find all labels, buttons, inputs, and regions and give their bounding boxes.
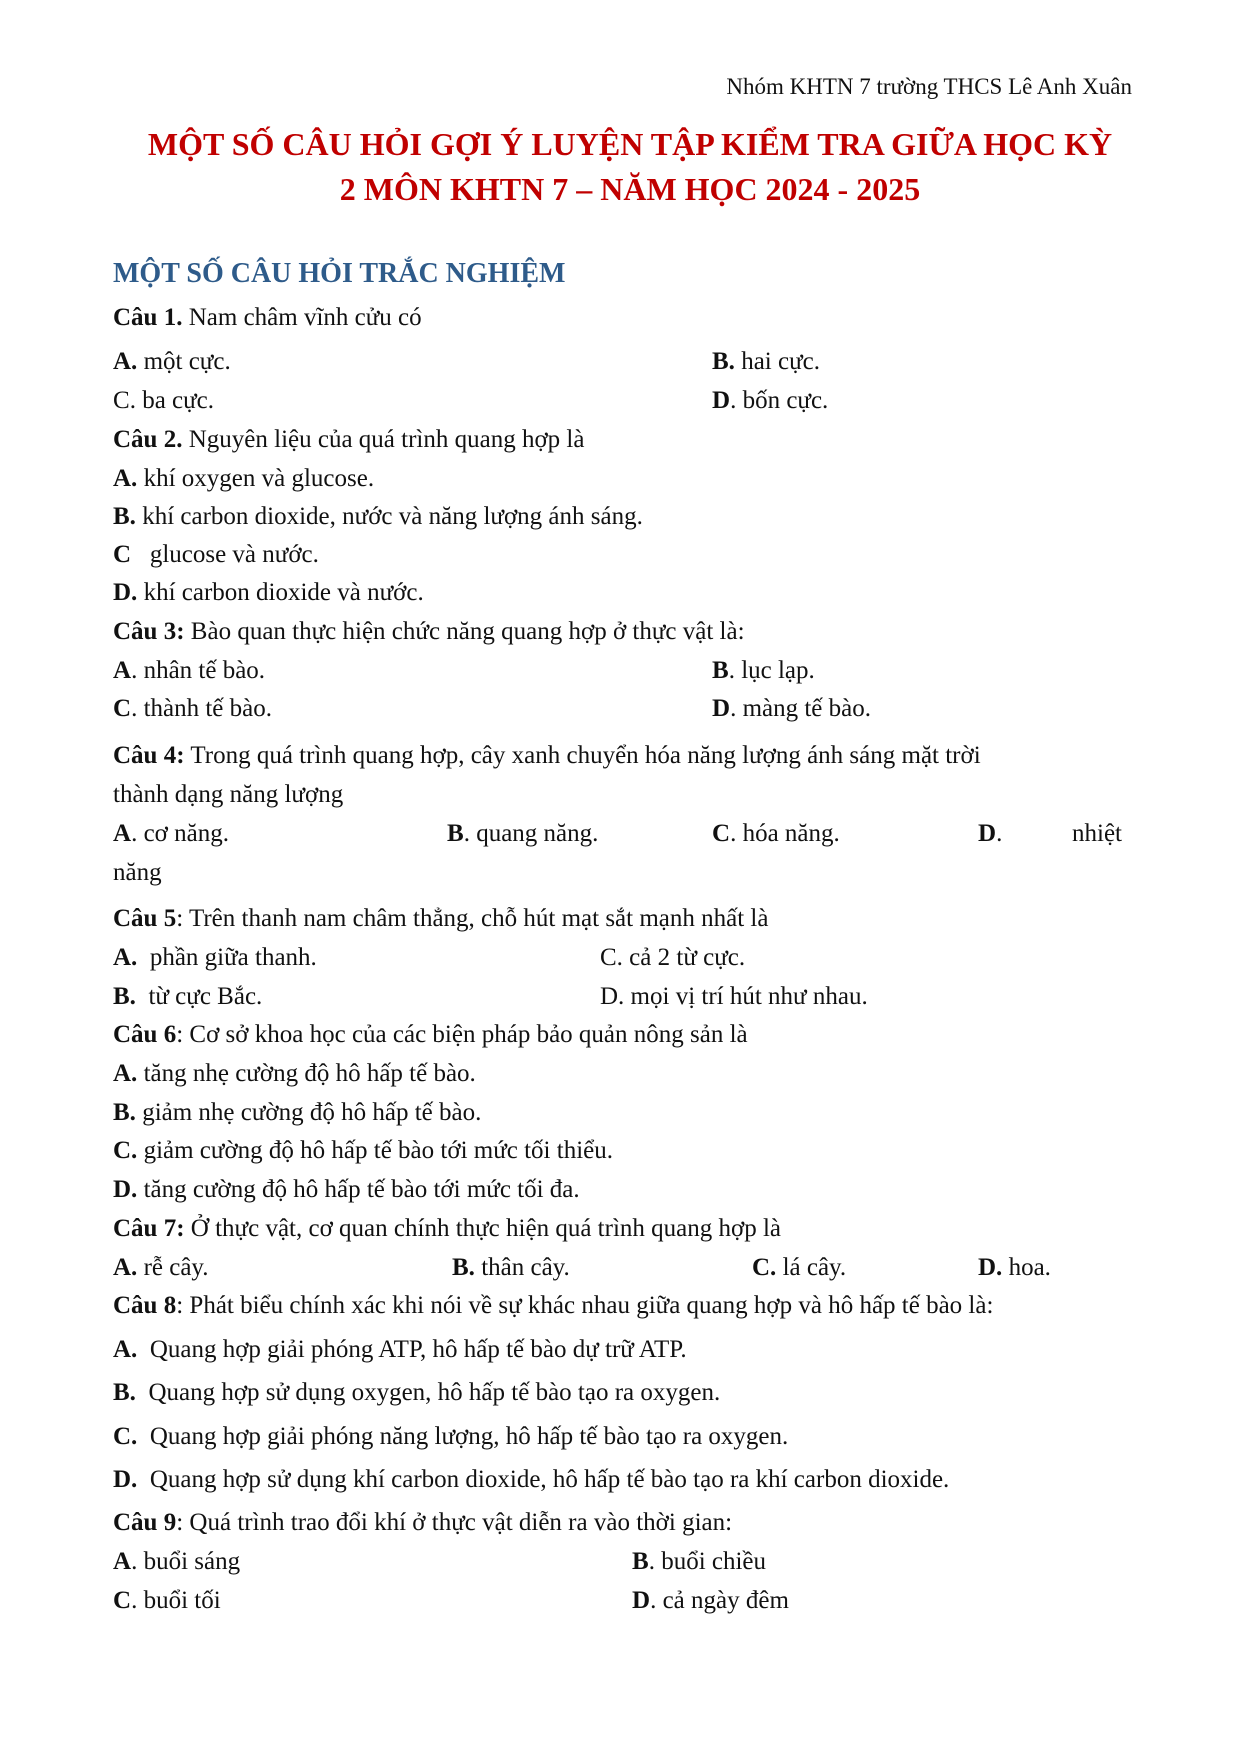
- option-letter: B.: [452, 1254, 475, 1281]
- question-text: : Trên thanh nam châm thẳng, chỗ hút mạt sắt mạnh nhất là: [176, 905, 769, 932]
- option-letter: B: [447, 820, 464, 847]
- option-letter: D: [712, 695, 731, 722]
- option-letter: A: [113, 820, 132, 847]
- option-letter: A: [113, 657, 132, 684]
- option-text: phần giữa thanh.: [137, 944, 317, 971]
- q7-option-d: [978, 1252, 1051, 1284]
- question-5: [113, 903, 768, 935]
- q3-option-b: [712, 655, 815, 687]
- option-text: . bốn cực.: [730, 387, 829, 414]
- q2-option-a: [113, 463, 374, 495]
- option-letter: B.: [113, 503, 136, 530]
- q8-option-b: [113, 1377, 720, 1409]
- q1-option-b: [712, 346, 820, 378]
- question-text: Nam châm vĩnh cửu có: [182, 304, 422, 331]
- question-label: Câu 9: [113, 1509, 177, 1536]
- option-text: Quang hợp sử dụng oxygen, hô hấp tế bào tạo ra oxygen.: [135, 1379, 721, 1406]
- q5-option-d: D. mọi vị trí hút như nhau.: [600, 983, 868, 1010]
- option-text: . cả ngày đêm: [650, 1587, 789, 1614]
- option-letter: D: [632, 1587, 651, 1614]
- option-letter: D: [712, 387, 731, 414]
- option-text: . buổi chiều: [648, 1548, 767, 1575]
- question-label: Câu 7:: [113, 1215, 185, 1242]
- q5-option-c: C. cả 2 từ cực.: [600, 944, 746, 971]
- option-text: lá cây.: [776, 1254, 847, 1281]
- option-text: hoa.: [1002, 1254, 1051, 1281]
- option-text: glucose và nước.: [131, 541, 319, 568]
- option-letter: D.: [978, 1254, 1003, 1281]
- option-text: . lục lạp.: [728, 657, 815, 684]
- q2-option-c: [113, 539, 319, 571]
- question-text: : Cơ sở khoa học của các biện pháp bảo quản nông sản là: [176, 1021, 748, 1048]
- q4-option-d: [978, 818, 1002, 850]
- question-4: [113, 740, 981, 772]
- q4-option-b: [447, 818, 598, 850]
- option-text: tăng nhẹ cường độ hô hấp tế bào.: [137, 1060, 476, 1087]
- page-title: [100, 122, 1160, 212]
- option-text: một cực.: [137, 348, 231, 375]
- option-letter: C: [113, 695, 132, 722]
- q7-option-b: [452, 1252, 570, 1284]
- section-title: MỘT SỐ CÂU HỎI TRẮC NGHIỆM: [113, 258, 566, 289]
- q5-option-b: [113, 981, 262, 1013]
- option-text: . màng tế bào.: [730, 695, 871, 722]
- option-text: khí carbon dioxide, nước và năng lượng ánh sáng.: [135, 503, 643, 530]
- q3-option-a: [113, 655, 265, 687]
- option-letter: A.: [113, 1336, 138, 1363]
- option-letter: A.: [113, 1060, 138, 1087]
- option-text: hai cực.: [734, 348, 820, 375]
- option-text: thân cây.: [474, 1254, 570, 1281]
- question-label: Câu 2.: [113, 426, 183, 453]
- q9-option-b: [632, 1546, 766, 1578]
- option-letter: B.: [113, 1379, 136, 1406]
- question-label: Câu 3:: [113, 618, 185, 645]
- q4-option-c: [712, 818, 840, 850]
- option-text: . ba cực.: [129, 387, 215, 414]
- q1-option-c: [113, 385, 214, 417]
- q7-option-c: [752, 1252, 846, 1284]
- option-text: Quang hợp sử dụng khí carbon dioxide, hô hấp tế bào tạo ra khí carbon dioxide.: [137, 1466, 950, 1493]
- option-text: . buổi sáng: [131, 1548, 241, 1575]
- q6-option-b: [113, 1097, 481, 1129]
- option-text: giảm cường độ hô hấp tế bào tới mức tối thiểu.: [137, 1137, 613, 1164]
- option-text: tăng cường độ hô hấp tế bào tới mức tối đa.: [137, 1176, 580, 1203]
- q2-option-b: [113, 501, 643, 533]
- option-letter: C: [712, 820, 731, 847]
- q8-option-a: [113, 1334, 687, 1366]
- option-letter: C.: [752, 1254, 777, 1281]
- option-letter: A: [113, 1548, 132, 1575]
- option-text: . cơ năng.: [131, 820, 229, 847]
- question-4-continued: thành dạng năng lượng: [113, 781, 344, 808]
- option-letter: A.: [113, 465, 138, 492]
- q6-option-d: [113, 1174, 580, 1206]
- question-8: [113, 1290, 993, 1322]
- question-text: : Phát biểu chính xác khi nói về sự khác nhau giữa quang hợp và hô hấp tế bào là:: [176, 1292, 994, 1319]
- q6-option-c: [113, 1135, 613, 1167]
- question-text: : Quá trình trao đổi khí ở thực vật diễn ra vào thời gian:: [176, 1509, 733, 1536]
- question-text: Trong quá trình quang hợp, cây xanh chuyển hóa năng lượng ánh sáng mặt trời: [184, 742, 981, 769]
- q4-option-d-continued: năng: [113, 859, 162, 886]
- option-letter: C.: [113, 1137, 138, 1164]
- q3-option-c: [113, 693, 272, 725]
- question-label: Câu 6: [113, 1021, 177, 1048]
- option-text: Quang hợp giải phóng năng lượng, hô hấp tế bào tạo ra oxygen.: [137, 1423, 789, 1450]
- question-text: Nguyên liệu của quá trình quang hợp là: [182, 426, 585, 453]
- option-text: rễ cây.: [137, 1254, 209, 1281]
- option-letter: B: [712, 657, 729, 684]
- question-label: Câu 8: [113, 1292, 177, 1319]
- question-3: [113, 616, 745, 648]
- question-label: Câu 1.: [113, 304, 183, 331]
- option-letter: D: [978, 820, 997, 847]
- option-text: . buổi tối: [131, 1587, 221, 1614]
- option-text: . hóa năng.: [730, 820, 840, 847]
- question-text: Ở thực vật, cơ quan chính thực hiện quá trình quang hợp là: [184, 1215, 781, 1242]
- question-label: Câu 5: [113, 905, 177, 932]
- option-text: . nhân tế bào.: [131, 657, 266, 684]
- option-letter: B.: [113, 1099, 136, 1126]
- question-text: Bào quan thực hiện chức năng quang hợp ở thực vật là:: [184, 618, 745, 645]
- q9-option-d: [632, 1585, 789, 1617]
- q2-option-d: [113, 577, 424, 609]
- option-letter: C.: [113, 1423, 138, 1450]
- title-line-2: 2 MÔN KHTN 7 – NĂM HỌC 2024 - 2025: [339, 171, 921, 207]
- option-letter: C: [113, 1587, 132, 1614]
- question-9: [113, 1507, 732, 1539]
- option-letter: A.: [113, 944, 138, 971]
- q3-option-d: [712, 693, 871, 725]
- option-letter: A.: [113, 1254, 138, 1281]
- question-1: [113, 302, 422, 334]
- q4-option-a: [113, 818, 229, 850]
- q9-option-c: [113, 1585, 221, 1617]
- q7-option-a: [113, 1252, 209, 1284]
- q4-option-d-word: nhiệt: [1072, 820, 1122, 847]
- option-letter: C: [113, 541, 132, 568]
- option-letter: C: [113, 387, 130, 414]
- option-text: . quang năng.: [463, 820, 599, 847]
- q8-option-c: [113, 1421, 788, 1453]
- question-6: [113, 1019, 748, 1051]
- option-letter: D.: [113, 1466, 138, 1493]
- option-text: từ cực Bắc.: [135, 983, 263, 1010]
- option-text: .: [996, 820, 1003, 847]
- option-text: Quang hợp giải phóng ATP, hô hấp tế bào dự trữ ATP.: [137, 1336, 687, 1363]
- option-text: . thành tế bào.: [131, 695, 272, 722]
- q5-option-a: [113, 942, 317, 974]
- option-letter: B: [632, 1548, 649, 1575]
- title-line-1: MỘT SỐ CÂU HỎI GỢI Ý LUYỆN TẬP KIỂM TRA GIỮA HỌC KỲ: [147, 126, 1113, 162]
- option-letter: D.: [113, 1176, 138, 1203]
- option-text: khí carbon dioxide và nước.: [137, 579, 424, 606]
- option-letter: B.: [113, 983, 136, 1010]
- q9-option-a: [113, 1546, 240, 1578]
- question-label: Câu 4:: [113, 742, 185, 769]
- header-note: Nhóm KHTN 7 trường THCS Lê Anh Xuân: [726, 74, 1132, 99]
- option-letter: A.: [113, 348, 138, 375]
- option-letter: D.: [113, 579, 138, 606]
- q6-option-a: [113, 1058, 476, 1090]
- option-text: giảm nhẹ cường độ hô hấp tế bào.: [135, 1099, 482, 1126]
- question-7: [113, 1213, 781, 1245]
- option-text: khí oxygen và glucose.: [137, 465, 375, 492]
- q1-option-a: [113, 346, 231, 378]
- option-letter: B.: [712, 348, 735, 375]
- q1-option-d: [712, 385, 828, 417]
- q8-option-d: [113, 1464, 949, 1496]
- question-2: [113, 424, 584, 456]
